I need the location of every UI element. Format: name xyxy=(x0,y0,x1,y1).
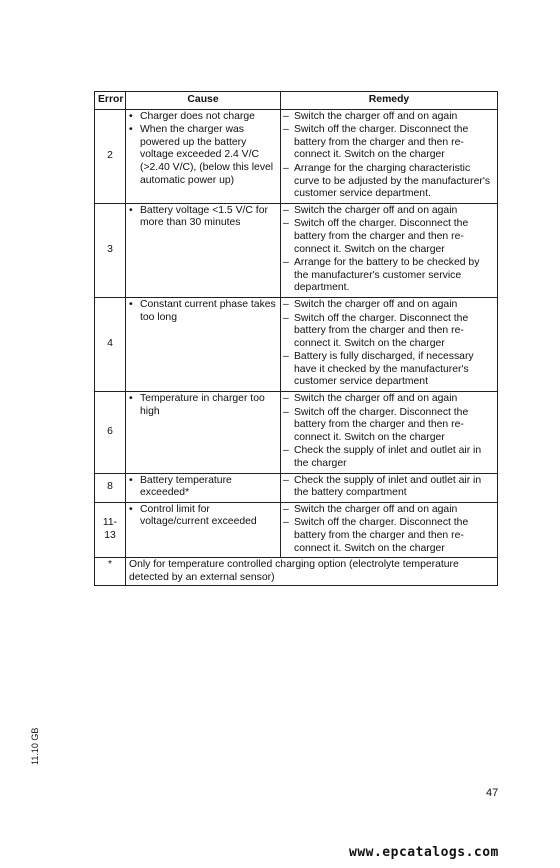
remedy-cell xyxy=(281,203,498,297)
cause-cell xyxy=(126,297,281,391)
table-row xyxy=(95,392,498,474)
cause-item: • Temperature in charger too high xyxy=(129,393,277,418)
remedy-item: – Switch off the charger. Disconnect the battery from the charger and then re-connect it. Switch on the charger xyxy=(283,517,494,555)
remedy-item: – Battery is fully discharged, if necessary have it checked by the manufacturer's customer service department xyxy=(283,351,494,389)
table-row xyxy=(95,297,498,391)
table-row xyxy=(95,502,498,557)
remedy-item: – Switch the charger off and on again xyxy=(283,504,494,517)
remedy-item: – Switch the charger off and on again xyxy=(283,111,494,124)
cause-list xyxy=(129,475,277,500)
cause-item: • Control limit for voltage/current exceeded xyxy=(129,504,277,529)
remedy-item: – Switch the charger off and on again xyxy=(283,299,494,312)
remedy-cell xyxy=(281,109,498,203)
remedy-cell xyxy=(281,392,498,474)
remedy-item: – Check the supply of inlet and outlet air in the charger xyxy=(283,445,494,470)
remedy-item: – Switch off the charger. Disconnect the battery from the charger and then re-connect it. Switch on the charger xyxy=(283,218,494,256)
page-number: 47 xyxy=(486,787,499,799)
table-header-row xyxy=(95,92,498,110)
error-code-cell: 2 xyxy=(95,109,126,203)
cause-item: • When the charger was powered up the battery voltage exceeded 2.4 V/C (>2.40 V/C), (below this level automatic power up) xyxy=(129,124,277,187)
remedy-item: – Arrange for the charging characteristic curve to be adjusted by the manufacturer's customer service department. xyxy=(283,163,494,201)
cause-cell xyxy=(126,502,281,557)
footnote-text: Only for temperature controlled charging option (electrolyte temperature detected by an external sensor) xyxy=(126,558,498,586)
error-code-cell: 4 xyxy=(95,297,126,391)
remedy-cell xyxy=(281,297,498,391)
cause-list xyxy=(129,504,277,529)
cause-list xyxy=(129,299,277,324)
remedy-cell xyxy=(281,502,498,557)
cause-cell xyxy=(126,392,281,474)
remedy-list xyxy=(283,475,494,500)
remedy-list xyxy=(283,504,494,555)
error-code-cell: 11-13 xyxy=(95,502,126,557)
cause-cell xyxy=(126,203,281,297)
footnote-marker: * xyxy=(95,558,126,586)
table-row xyxy=(95,203,498,297)
remedy-item: – Switch the charger off and on again xyxy=(283,393,494,406)
document-version-code: 11.10 GB xyxy=(30,727,40,765)
cause-list xyxy=(129,393,277,418)
remedy-item: – Arrange for the battery to be checked by the manufacturer's customer service department. xyxy=(283,257,494,295)
header-remedy: Remedy xyxy=(281,92,498,110)
error-code-cell: 6 xyxy=(95,392,126,474)
cause-item: • Constant current phase takes too long xyxy=(129,299,277,324)
remedy-list xyxy=(283,111,494,201)
remedy-item: – Switch the charger off and on again xyxy=(283,205,494,218)
cause-item: • Charger does not charge xyxy=(129,111,277,124)
table-row xyxy=(95,473,498,502)
cause-cell xyxy=(126,473,281,502)
watermark: www.epcatalogs.com xyxy=(349,845,499,860)
remedy-item: – Switch off the charger. Disconnect the battery from the charger and then re-connect it. Switch on the charger xyxy=(283,313,494,351)
error-code-cell: 8 xyxy=(95,473,126,502)
cause-list xyxy=(129,205,277,230)
header-cause: Cause xyxy=(126,92,281,110)
header-error: Error xyxy=(95,92,126,110)
remedy-list xyxy=(283,205,494,295)
remedy-item: – Switch off the charger. Disconnect the battery from the charger and then re-connect it. Switch on the charger xyxy=(283,124,494,162)
remedy-item: – Switch off the charger. Disconnect the battery from the charger and then re-connect it. Switch on the charger xyxy=(283,407,494,445)
error-code-cell: 3 xyxy=(95,203,126,297)
cause-item: • Battery temperature exceeded* xyxy=(129,475,277,500)
cause-list xyxy=(129,111,277,188)
remedy-list xyxy=(283,393,494,471)
cause-cell xyxy=(126,109,281,203)
remedy-item: – Check the supply of inlet and outlet air in the battery compartment xyxy=(283,475,494,500)
error-table xyxy=(94,91,498,586)
remedy-list xyxy=(283,299,494,389)
footnote-row xyxy=(95,558,498,586)
table-body xyxy=(95,109,498,586)
cause-item: • Battery voltage <1.5 V/C for more than 30 minutes xyxy=(129,205,277,230)
table-row xyxy=(95,109,498,203)
remedy-cell xyxy=(281,473,498,502)
